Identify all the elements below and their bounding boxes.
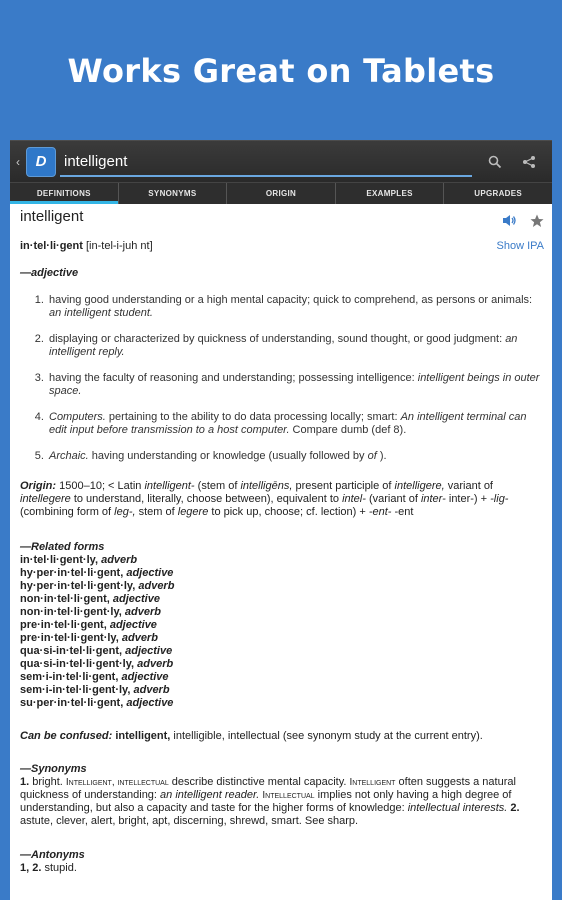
related-form-item bbox=[20, 632, 544, 645]
synonym-text: 2. bbox=[510, 802, 520, 814]
app-logo-icon[interactable] bbox=[26, 147, 56, 177]
related-form-item bbox=[20, 567, 544, 580]
related-forms-section bbox=[20, 541, 544, 710]
origin-text: to understand, literally, choose between), equivalent to bbox=[70, 493, 343, 505]
origin-text: -lig- bbox=[490, 493, 509, 505]
related-pos: adjective bbox=[109, 619, 157, 631]
definition-example: an intelligent reply. bbox=[49, 333, 518, 358]
definition-example: of bbox=[367, 450, 377, 462]
synonym-text: often suggests a natural quickness of understanding: bbox=[20, 776, 516, 801]
tab-upgrades[interactable]: UPGRADES bbox=[474, 189, 523, 198]
related-pos: adverb bbox=[138, 580, 175, 592]
related-form-item bbox=[20, 671, 544, 684]
tab-definitions[interactable]: DEFINITIONS bbox=[10, 183, 119, 204]
phonetic-spelling: [in-tel-i-juh nt] bbox=[86, 240, 153, 252]
definition-list bbox=[20, 294, 544, 463]
related-pos: adjective bbox=[112, 593, 160, 605]
origin-text: present participle of bbox=[292, 480, 395, 492]
definition-content bbox=[10, 204, 552, 875]
antonym-text: stupid. bbox=[41, 862, 77, 874]
related-form-item bbox=[20, 697, 544, 710]
synonym-text: an intelligent reader. bbox=[160, 789, 260, 801]
synonyms-title: —Synonyms bbox=[20, 763, 87, 775]
origin-text: legere bbox=[177, 506, 209, 518]
synonym-text: describe distinctive mental capacity. bbox=[168, 776, 350, 788]
speaker-icon[interactable] bbox=[502, 214, 516, 232]
synonym-text: Intelligent bbox=[349, 777, 396, 788]
can-be-confused-section bbox=[20, 730, 544, 743]
related-form-item bbox=[20, 593, 544, 606]
origin-text: leg-, bbox=[114, 506, 136, 518]
related-pos: adjective bbox=[126, 697, 174, 709]
related-word: in·tel·li·gent·ly, bbox=[20, 554, 99, 566]
origin-text: to pick up, choose; cf. lection) + bbox=[208, 506, 369, 518]
part-of-speech: —adjective bbox=[20, 267, 79, 279]
definition-item bbox=[47, 333, 544, 359]
definition-example: intelligent beings in outer space. bbox=[49, 372, 540, 397]
confused-text: intelligible, intellectual (see synonym study at the current entry). bbox=[170, 730, 483, 742]
tab-origin[interactable]: ORIGIN bbox=[227, 183, 336, 204]
related-form-item bbox=[20, 645, 544, 658]
related-forms-title: —Related forms bbox=[20, 541, 105, 553]
show-ipa-link[interactable]: Show IPA bbox=[496, 240, 544, 252]
origin-text: intel- bbox=[342, 493, 366, 505]
related-form-item bbox=[20, 658, 544, 671]
related-pos: adverb bbox=[124, 606, 161, 618]
synonyms-section bbox=[20, 763, 544, 828]
related-pos: adjective bbox=[125, 645, 173, 657]
origin-text: (stem of bbox=[194, 480, 241, 492]
related-pos: adverb bbox=[133, 684, 170, 696]
origin-text: inter-) + bbox=[445, 493, 491, 505]
related-word: non·in·tel·li·gent, bbox=[20, 593, 110, 605]
synonym-text: Intellectual bbox=[262, 790, 315, 801]
related-word: qua·si-in·tel·li·gent, bbox=[20, 645, 123, 657]
pronunciation bbox=[20, 240, 153, 253]
related-form-item bbox=[20, 606, 544, 619]
search-icon[interactable] bbox=[478, 147, 512, 177]
origin-text: intellegere bbox=[20, 493, 71, 505]
origin-section bbox=[20, 480, 544, 519]
share-icon[interactable] bbox=[512, 147, 546, 177]
definition-text: displaying or characterized by quickness of understanding, sound thought, or good judgment: bbox=[49, 333, 506, 345]
definition-item bbox=[47, 411, 544, 437]
related-word: qua·si-in·tel·li·gent·ly, bbox=[20, 658, 135, 670]
back-chevron-icon[interactable]: ‹ bbox=[16, 154, 20, 169]
definition-example: an intelligent student. bbox=[49, 307, 153, 319]
synonym-text: implies not only having a high degree of understanding, but also a capacity and taste for the higher forms of knowledge: bbox=[20, 789, 512, 814]
related-word: pre·in·tel·li·gent, bbox=[20, 619, 107, 631]
confused-word: intelligent, bbox=[115, 730, 171, 742]
antonyms-title: —Antonyms bbox=[20, 849, 85, 861]
related-form-item bbox=[20, 554, 544, 567]
definition-item bbox=[47, 294, 544, 320]
related-form-item bbox=[20, 684, 544, 697]
tab-synonyms[interactable]: SYNONYMS bbox=[119, 183, 228, 204]
origin-text: variant of bbox=[444, 480, 493, 492]
favorite-star-icon[interactable] bbox=[530, 214, 544, 232]
tab-examples[interactable]: EXAMPLES bbox=[336, 183, 445, 204]
action-bar bbox=[10, 140, 552, 182]
origin-text: -ent- bbox=[368, 506, 392, 518]
confused-label: Can be confused: bbox=[20, 730, 113, 742]
promo-banner-title: Works Great on Tablets bbox=[67, 52, 495, 90]
headword: intelligent bbox=[20, 208, 84, 225]
origin-text: stem of bbox=[135, 506, 178, 518]
origin-text: intelligēns, bbox=[240, 480, 293, 492]
related-pos: adverb bbox=[137, 658, 174, 670]
related-word: sem·i-in·tel·li·gent, bbox=[20, 671, 119, 683]
origin-text: 1500–10; < Latin bbox=[56, 480, 145, 492]
syllabified-word: in·tel·li·gent bbox=[20, 240, 83, 252]
related-word: pre·in·tel·li·gent·ly, bbox=[20, 632, 119, 644]
related-word: hy·per·in·tel·li·gent·ly, bbox=[20, 580, 136, 592]
pronunciation-row bbox=[20, 240, 544, 253]
definition-item bbox=[47, 450, 544, 463]
origin-text: intelligent- bbox=[144, 480, 195, 492]
definition-text: having good understanding or a high mental capacity; quick to comprehend, as persons or animals: bbox=[49, 294, 533, 306]
origin-text: (combining form of bbox=[20, 506, 115, 518]
origin-text: inter- bbox=[420, 493, 446, 505]
synonym-text: intellectual interests. bbox=[407, 802, 508, 814]
related-pos: adjective bbox=[126, 567, 174, 579]
origin-text: -ent bbox=[391, 506, 414, 518]
related-form-item bbox=[20, 619, 544, 632]
related-word: sem·i-in·tel·li·gent·ly, bbox=[20, 684, 131, 696]
search-input[interactable] bbox=[60, 147, 472, 177]
synonym-text: 1. bbox=[20, 776, 30, 788]
antonyms-section bbox=[20, 849, 544, 875]
definition-tail: Compare dumb (def 8). bbox=[289, 424, 407, 436]
origin-text: (variant of bbox=[365, 493, 421, 505]
definition-text: having the faculty of reasoning and understanding; possessing intelligence: bbox=[49, 372, 418, 384]
related-pos: adverb bbox=[121, 632, 158, 644]
definition-tail: ). bbox=[376, 450, 387, 462]
origin-text: intelligere, bbox=[394, 480, 445, 492]
related-pos: adjective bbox=[121, 671, 169, 683]
related-form-item bbox=[20, 580, 544, 593]
synonym-text: bright. bbox=[29, 776, 66, 788]
definition-label: Computers. bbox=[49, 411, 106, 423]
app-window bbox=[10, 140, 552, 900]
related-word: su·per·in·tel·li·gent, bbox=[20, 697, 124, 709]
definition-item bbox=[47, 372, 544, 398]
antonym-numbers: 1, 2. bbox=[20, 862, 42, 874]
definition-example: An intelligent terminal can edit input before transmission to a host computer. bbox=[49, 411, 527, 436]
related-word: non·in·tel·li·gent·ly, bbox=[20, 606, 122, 618]
definition-label: Archaic. bbox=[49, 450, 89, 462]
origin-label: Origin: bbox=[20, 480, 57, 492]
synonym-text: astute, clever, alert, bright, apt, discerning, shrewd, smart. See sharp. bbox=[20, 815, 359, 827]
definition-text: having understanding or knowledge (usually followed by bbox=[88, 450, 368, 462]
synonyms-body bbox=[20, 776, 544, 828]
app-logo-letter: D bbox=[35, 153, 47, 170]
definition-text: pertaining to the ability to do data processing locally; smart: bbox=[105, 411, 401, 423]
synonym-text: Intelligent, intellectual bbox=[65, 777, 169, 788]
tab-bar bbox=[10, 182, 552, 204]
search-query[interactable]: intelligent bbox=[64, 152, 128, 170]
related-word: hy·per·in·tel·li·gent, bbox=[20, 567, 124, 579]
related-pos: adverb bbox=[101, 554, 138, 566]
